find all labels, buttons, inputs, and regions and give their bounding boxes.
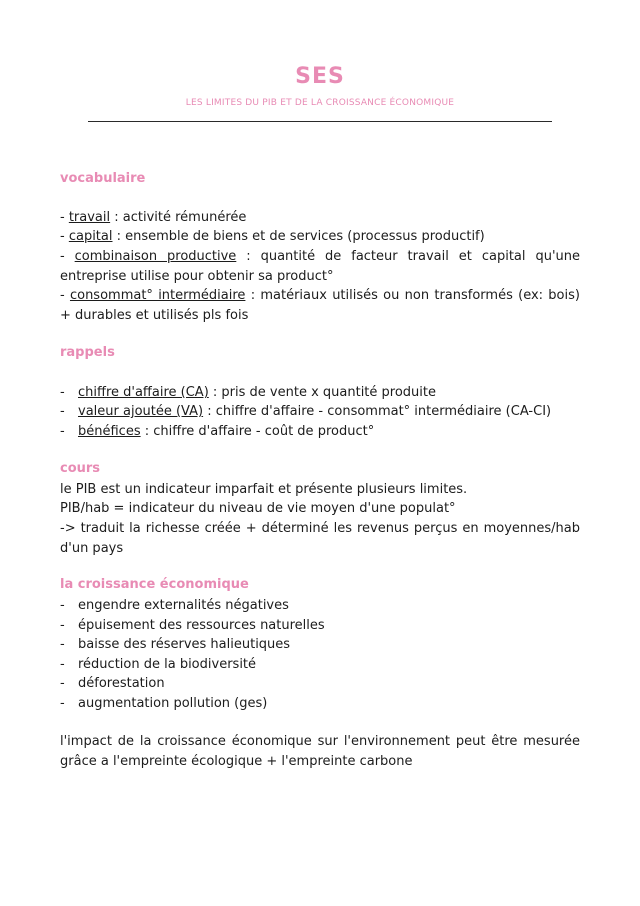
page-title: SES bbox=[295, 64, 345, 89]
vocab-definition: : activité rémunérée bbox=[110, 210, 247, 225]
section-heading-cours: cours bbox=[60, 461, 101, 476]
cours-line: PIB/hab = indicateur du niveau de vie moyen d'une populat° bbox=[60, 501, 456, 516]
rappel-term: valeur ajoutée (VA) bbox=[78, 404, 204, 419]
rappel-item: - chiffre d'affaire (CA) : pris de vente x quantité produite bbox=[60, 385, 437, 400]
vocab-definition: : matériaux utilisés ou non transformés (ex: bois) + durables et utilisés pls fois bbox=[60, 288, 580, 323]
title-divider bbox=[88, 121, 552, 122]
cours-line: le PIB est un indicateur imparfait et présente plusieurs limites. bbox=[60, 482, 468, 497]
rappel-item: - bénéfices : chiffre d'affaire - coût de product° bbox=[60, 424, 375, 439]
section-heading-rappels: rappels bbox=[60, 345, 115, 360]
vocab-item-capital: - capital : ensemble de biens et de services (processus productif) bbox=[60, 229, 485, 244]
vocab-item-combinaison: - combinaison productive : quantité de facteur travail et capital qu'une entreprise utilise pour obtenir sa product° bbox=[60, 249, 580, 284]
vocab-item-consommation: - consommat° intermédiaire : matériaux utilisés ou non transformés (ex: bois) + durables et utilisés pls fois bbox=[60, 288, 580, 323]
cours-line: -> traduit la richesse créée + déterminé les revenus perçus en moyennes/hab d'un pays bbox=[60, 521, 580, 556]
croissance-item: - engendre externalités négatives bbox=[60, 598, 289, 613]
vocab-definition: : quantité de facteur travail et capital qu'une entreprise utilise pour obtenir sa product° bbox=[60, 249, 580, 284]
section-heading-vocabulaire: vocabulaire bbox=[60, 171, 146, 186]
conclusion-paragraph: l'impact de la croissance économique sur l'environnement peut être mesurée grâce a l'empreinte écologique + l'empreinte carbone bbox=[60, 734, 580, 769]
croissance-item: - épuisement des ressources naturelles bbox=[60, 618, 325, 633]
vocab-term: combinaison productive bbox=[74, 249, 237, 264]
rappel-definition: : chiffre d'affaire - consommat° intermédiaire (CA-CI) bbox=[203, 404, 552, 419]
section-heading-croissance: la croissance économique bbox=[60, 577, 249, 592]
croissance-item: - baisse des réserves halieutiques bbox=[60, 637, 291, 652]
rappel-definition: : pris de vente x quantité produite bbox=[208, 385, 437, 400]
rappel-term: chiffre d'affaire (CA) bbox=[78, 385, 209, 400]
croissance-item: - augmentation pollution (ges) bbox=[60, 696, 268, 711]
rappel-item: - valeur ajoutée (VA) : chiffre d'affaire - consommat° intermédiaire (CA-CI) bbox=[60, 404, 552, 419]
vocab-item-travail: - travail : activité rémunérée bbox=[60, 210, 247, 225]
rappel-term: bénéfices bbox=[78, 424, 141, 439]
croissance-item: - déforestation bbox=[60, 676, 165, 691]
vocab-term: consommat° intermédiaire bbox=[69, 288, 246, 303]
page-subtitle: LES LIMITES DU PIB ET DE LA CROISSANCE ÉCONOMIQUE bbox=[185, 98, 455, 108]
vocab-term: travail bbox=[68, 210, 111, 225]
croissance-item: - réduction de la biodiversité bbox=[60, 657, 257, 672]
vocab-definition: : ensemble de biens et de services (processus productif) bbox=[112, 229, 485, 244]
rappel-definition: : chiffre d'affaire - coût de product° bbox=[140, 424, 375, 439]
vocab-term: capital bbox=[68, 229, 113, 244]
